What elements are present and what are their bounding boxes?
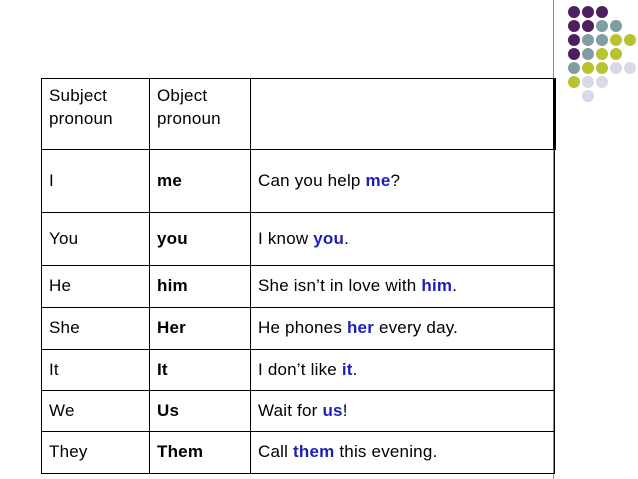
table-row bbox=[42, 213, 555, 266]
decor-dot bbox=[596, 34, 608, 46]
example-highlight: him bbox=[421, 276, 453, 296]
example-text: this evening. bbox=[334, 442, 438, 462]
example-highlight: it bbox=[341, 359, 353, 379]
example-text: . bbox=[452, 276, 458, 296]
example-highlight: us bbox=[322, 400, 343, 420]
decorative-dot-grid bbox=[556, 6, 636, 116]
example-text: . bbox=[352, 359, 358, 379]
decor-dot bbox=[596, 76, 608, 88]
decor-dot bbox=[568, 20, 580, 32]
pronoun-table bbox=[41, 78, 556, 474]
object-cell: me bbox=[150, 150, 251, 213]
header-subject-pronoun: Subject pronoun bbox=[42, 79, 150, 150]
subject-cell: He bbox=[42, 266, 150, 308]
example-text: every day. bbox=[374, 318, 459, 338]
table-row bbox=[42, 391, 555, 432]
table-row bbox=[42, 266, 555, 308]
example-highlight: them bbox=[293, 442, 335, 462]
table-row bbox=[42, 150, 555, 213]
table-row bbox=[42, 350, 555, 391]
subject-cell: She bbox=[42, 308, 150, 350]
example-text: Can you help bbox=[258, 170, 366, 190]
object-cell: Them bbox=[150, 432, 251, 474]
subject-cell: I bbox=[42, 150, 150, 213]
example-cell bbox=[251, 266, 555, 308]
example-text: I know bbox=[258, 228, 314, 248]
decor-dot bbox=[568, 48, 580, 60]
example-text: She isn’t in love with bbox=[258, 276, 422, 296]
example-highlight: her bbox=[346, 318, 375, 338]
example-highlight: you bbox=[313, 228, 345, 248]
header-object-pronoun: Object pronoun bbox=[150, 79, 251, 150]
decor-dot bbox=[610, 48, 622, 60]
object-cell: Her bbox=[150, 308, 251, 350]
decor-dot bbox=[610, 20, 622, 32]
decor-dot bbox=[596, 6, 608, 18]
decor-dot bbox=[596, 62, 608, 74]
decor-dot bbox=[610, 34, 622, 46]
decor-dot bbox=[568, 76, 580, 88]
example-text: . bbox=[344, 228, 350, 248]
table-row bbox=[42, 308, 555, 350]
example-cell bbox=[251, 391, 555, 432]
example-cell bbox=[251, 150, 555, 213]
object-cell: It bbox=[150, 350, 251, 391]
decor-dot bbox=[596, 48, 608, 60]
example-text: Wait for bbox=[258, 400, 323, 420]
decor-dot bbox=[582, 48, 594, 60]
decor-dot bbox=[624, 34, 636, 46]
example-text: ! bbox=[342, 400, 348, 420]
object-cell: you bbox=[150, 213, 251, 266]
decor-dot bbox=[624, 62, 636, 74]
decor-dot bbox=[582, 20, 594, 32]
example-text: ? bbox=[390, 170, 401, 190]
example-text: Call bbox=[258, 442, 294, 462]
example-cell bbox=[251, 308, 555, 350]
header-example bbox=[251, 79, 555, 150]
decor-dot bbox=[582, 90, 594, 102]
subject-cell: They bbox=[42, 432, 150, 474]
decor-dot bbox=[610, 62, 622, 74]
example-cell bbox=[251, 432, 555, 474]
table-row bbox=[42, 432, 555, 474]
decor-dot bbox=[582, 6, 594, 18]
example-text: He phones bbox=[258, 318, 347, 338]
subject-cell: It bbox=[42, 350, 150, 391]
decor-dot bbox=[582, 76, 594, 88]
decor-dot bbox=[596, 20, 608, 32]
example-cell bbox=[251, 213, 555, 266]
subject-cell: We bbox=[42, 391, 150, 432]
example-highlight: me bbox=[365, 170, 391, 190]
example-cell bbox=[251, 350, 555, 391]
decor-dot bbox=[568, 34, 580, 46]
decor-dot bbox=[582, 62, 594, 74]
subject-cell: You bbox=[42, 213, 150, 266]
decor-dot bbox=[582, 34, 594, 46]
object-cell: him bbox=[150, 266, 251, 308]
object-cell: Us bbox=[150, 391, 251, 432]
decor-dot bbox=[568, 62, 580, 74]
header-row bbox=[42, 79, 555, 150]
decor-dot bbox=[568, 6, 580, 18]
example-text: I don’t like bbox=[258, 359, 342, 379]
